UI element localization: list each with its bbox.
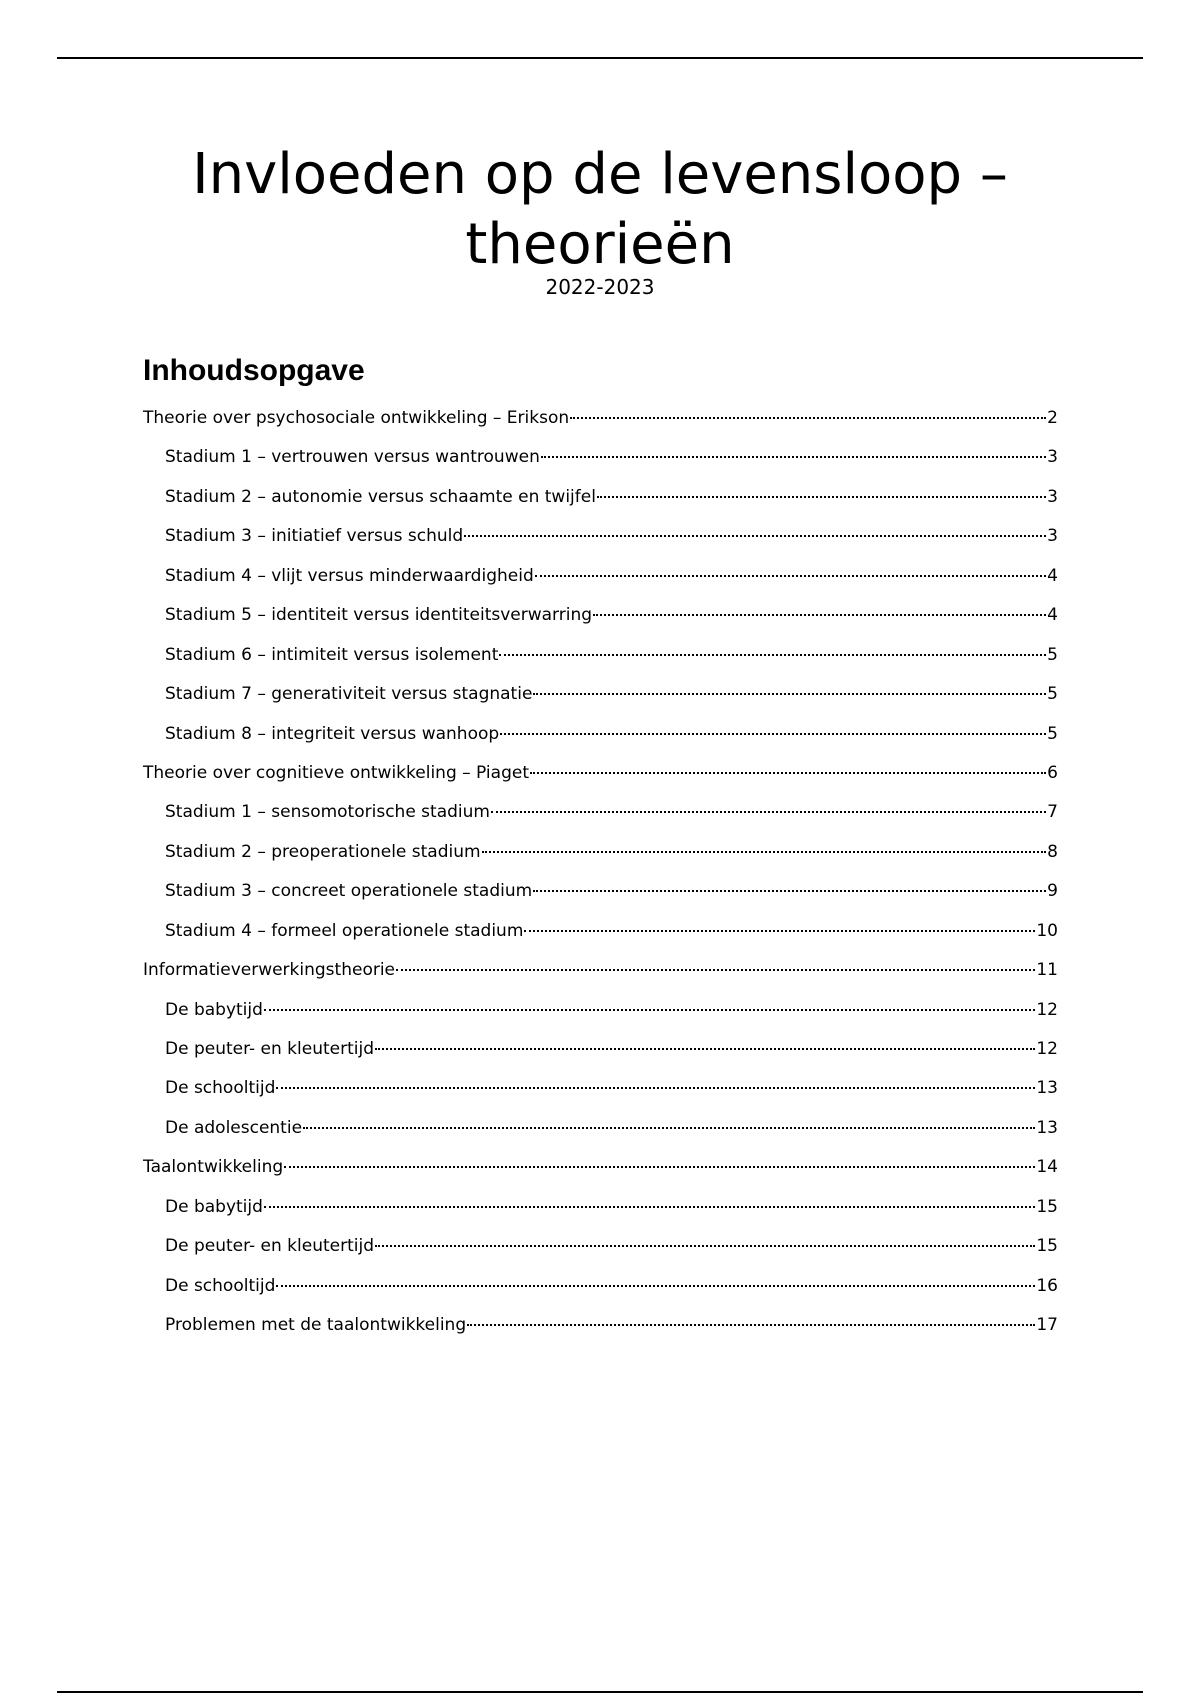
toc-entry-page-number: 12 [1036,1039,1058,1059]
toc-entry-label: Stadium 3 – concreet operationele stadium [165,881,533,902]
toc-entry-page-number: 8 [1047,841,1058,862]
toc-heading: Inhoudsopgave [143,354,365,387]
footer-rule [57,1691,1143,1693]
header-rule [57,57,1143,59]
toc-dot-leader [396,969,1035,971]
toc-dot-leader [276,1285,1035,1287]
toc-dot-leader [500,733,1046,735]
toc-entry[interactable] [143,1078,1058,1117]
toc-entry-label: Stadium 3 – initiatief versus schuld [165,526,464,547]
toc-dot-leader [482,851,1047,853]
toc-entry-label: Stadium 6 – intimiteit versus isolement [165,644,499,665]
toc-entry[interactable] [143,1039,1058,1078]
toc-entry[interactable] [143,1315,1058,1354]
toc-entry-page-number: 15 [1036,1236,1058,1257]
toc-entry[interactable] [143,881,1058,920]
toc-dot-leader [264,1009,1035,1011]
toc-dot-leader [284,1166,1035,1168]
toc-dot-leader [533,890,1046,892]
toc-dot-leader [535,575,1046,577]
toc-entry[interactable] [143,645,1058,684]
toc-dot-leader [264,1206,1035,1208]
toc-dot-leader [464,535,1046,537]
toc-dot-leader [303,1127,1035,1129]
toc-entry[interactable] [143,1118,1058,1157]
toc-entry[interactable] [143,1000,1058,1039]
toc-entry-page-number: 3 [1047,447,1058,468]
document-title-line-2: theorieën [465,212,735,277]
toc-entry-page-number: 15 [1036,1196,1058,1217]
toc-dot-leader [375,1048,1035,1050]
toc-entry-page-number: 2 [1047,408,1058,428]
toc-entry-label: Stadium 2 – autonomie versus schaamte en twijfel [165,486,596,507]
toc-entry-label: Stadium 7 – generativiteit versus stagnatie [165,684,533,705]
toc-entry-label: Theorie over cognitieve ontwikkeling – Piaget [143,762,529,783]
toc-dot-leader [375,1245,1035,1247]
toc-entry[interactable] [143,605,1058,644]
toc-entry-label: Stadium 2 – preoperationele stadium [165,841,481,862]
toc-entry-label: De adolescentie [165,1117,303,1138]
toc-entry-label: De peuter- en kleutertijd [165,1236,374,1257]
toc-entry[interactable] [143,566,1058,605]
toc-entry-page-number: 11 [1036,960,1058,981]
toc-entry-label: De peuter- en kleutertijd [165,1039,374,1059]
toc-entry[interactable] [143,1276,1058,1315]
toc-entry-label: Taalontwikkeling [143,1157,284,1178]
toc-entry-page-number: 12 [1036,999,1058,1020]
toc-entry-label: De babytijd [165,999,263,1020]
toc-entry-page-number: 3 [1047,526,1058,547]
toc-entry-page-number: 5 [1047,644,1058,665]
toc-entry-page-number: 4 [1047,565,1058,586]
toc-entry-page-number: 6 [1047,762,1058,783]
toc-entry-page-number: 9 [1047,881,1058,902]
toc-dot-leader [597,496,1046,498]
toc-entry-page-number: 16 [1036,1275,1058,1296]
toc-entry[interactable] [143,763,1058,802]
table-of-contents [143,408,1058,1355]
toc-entry-page-number: 10 [1036,920,1058,941]
toc-entry[interactable] [143,1197,1058,1236]
toc-entry-label: Stadium 1 – sensomotorische stadium [165,802,490,823]
toc-entry-label: Problemen met de taalontwikkeling [165,1315,467,1336]
toc-entry[interactable] [143,487,1058,526]
toc-entry[interactable] [143,842,1058,881]
toc-entry-page-number: 4 [1047,605,1058,626]
toc-dot-leader [593,614,1046,616]
toc-entry-label: Stadium 8 – integriteit versus wanhoop [165,723,500,744]
toc-entry-label: Stadium 4 – vlijt versus minderwaardigheid [165,565,534,586]
toc-entry-label: De schooltijd [165,1078,276,1099]
toc-dot-leader [524,930,1035,932]
toc-entry-label: Theorie over psychosociale ontwikkeling – Erikson [143,408,570,428]
toc-dot-leader [570,417,1046,419]
toc-entry-label: De schooltijd [165,1275,276,1296]
toc-entry-page-number: 3 [1047,486,1058,507]
toc-entry-page-number: 14 [1036,1157,1058,1178]
toc-entry-label: Stadium 4 – formeel operationele stadium [165,920,524,941]
toc-entry-page-number: 7 [1047,802,1058,823]
toc-dot-leader [530,772,1046,774]
toc-entry[interactable] [143,724,1058,763]
toc-entry-label: De babytijd [165,1196,263,1217]
toc-entry[interactable] [143,447,1058,486]
toc-entry[interactable] [143,960,1058,999]
toc-entry-label: Stadium 1 – vertrouwen versus wantrouwen [165,447,540,468]
toc-entry-page-number: 5 [1047,723,1058,744]
toc-entry[interactable] [143,921,1058,960]
toc-dot-leader [533,693,1046,695]
toc-entry-page-number: 17 [1036,1315,1058,1336]
toc-entry-page-number: 5 [1047,684,1058,705]
toc-dot-leader [276,1087,1035,1089]
toc-dot-leader [541,456,1046,458]
toc-entry-label: Informatieverwerkingstheorie [143,960,396,981]
toc-entry[interactable] [143,802,1058,841]
toc-entry[interactable] [143,408,1058,447]
toc-entry[interactable] [143,684,1058,723]
document-year: 2022-2023 [545,275,655,299]
toc-entry[interactable] [143,526,1058,565]
toc-dot-leader [499,654,1046,656]
document-title [0,140,1200,280]
toc-entry-label: Stadium 5 – identiteit versus identiteitsverwarring [165,605,593,626]
toc-entry[interactable] [143,1236,1058,1275]
toc-entry-page-number: 13 [1036,1078,1058,1099]
toc-entry[interactable] [143,1157,1058,1196]
toc-dot-leader [491,811,1046,813]
document-title-line-1: Invloeden op de levensloop – [192,142,1008,207]
toc-entry-page-number: 13 [1036,1117,1058,1138]
toc-dot-leader [467,1324,1035,1326]
